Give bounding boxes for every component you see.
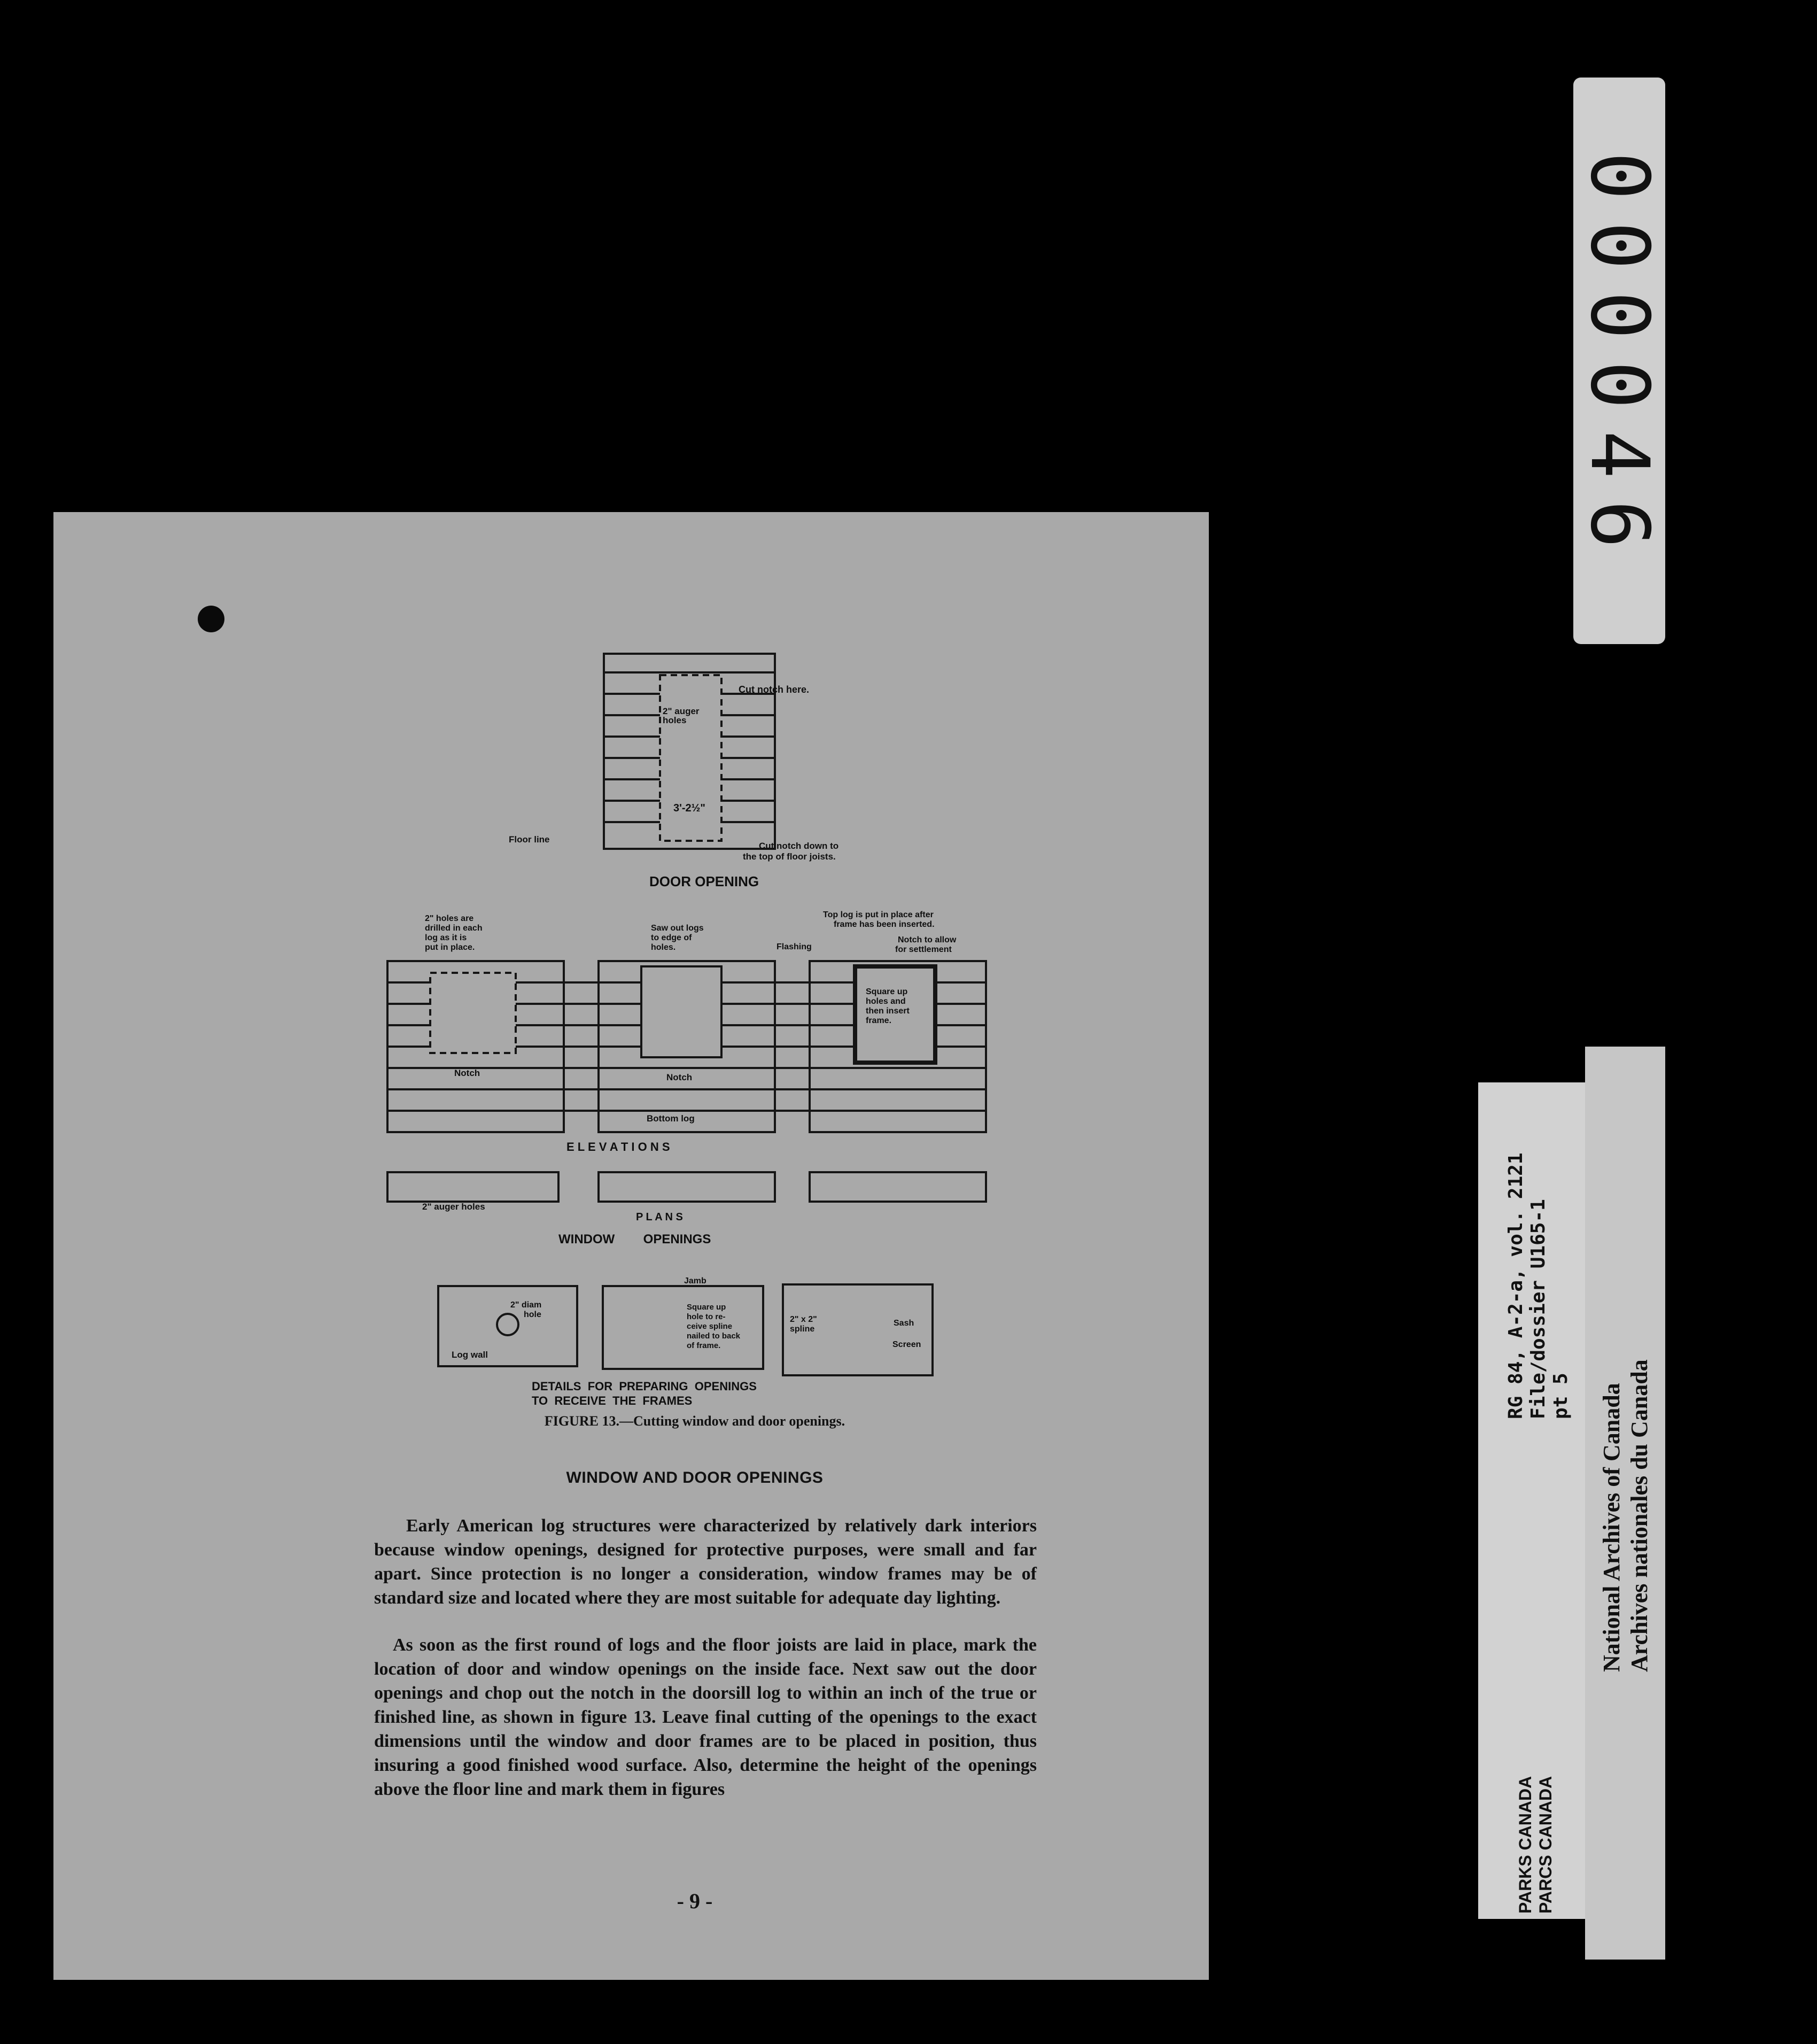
screen-label: Screen — [892, 1340, 921, 1349]
auger-holes-label-2: holes — [663, 715, 687, 725]
document-page — [53, 512, 1209, 1980]
reference-line-3: pt 5 — [1550, 1373, 1572, 1419]
floor-line-label: Floor line — [509, 834, 550, 845]
holes-note-line: put in place. — [425, 943, 475, 952]
holes-note-line: log as it is — [425, 933, 467, 942]
square-up-spline-line: hole to re- — [687, 1312, 726, 1321]
spline-line: 2" x 2" — [790, 1315, 817, 1324]
window-openings-label: WINDOW OPENINGS — [558, 1232, 711, 1246]
archives-label-tag — [1585, 1047, 1665, 1960]
door-opening-outline — [660, 675, 721, 841]
sash-label: Sash — [894, 1319, 914, 1328]
reference-line-1: RG 84, A-2-a, vol. 2121 — [1505, 1152, 1527, 1419]
cut-notch-down-label-1: Cut notch down to — [759, 841, 839, 851]
saw-note-line: to edge of — [651, 933, 692, 942]
notch-label-2: Notch — [666, 1072, 693, 1082]
details-title-2: TO RECEIVE THE FRAMES — [532, 1394, 693, 1407]
plan-1 — [387, 1172, 558, 1202]
flashing-label: Flashing — [777, 942, 812, 951]
log-wall-label: Log wall — [452, 1350, 488, 1360]
auger-holes-label-1: 2" auger — [663, 706, 700, 716]
holes-note-line: 2" holes are — [425, 914, 474, 923]
cut-notch-down-label-2: the top of floor joists. — [743, 851, 836, 862]
parks-canada-en: PARKS CANADA — [1516, 1776, 1535, 1914]
square-up-line: holes and — [866, 997, 906, 1006]
plan-auger-holes-label: 2" auger holes — [422, 1202, 485, 1212]
diam-hole-line: 2" diam — [510, 1300, 542, 1310]
saw-note-line: holes. — [651, 943, 676, 952]
archives-label-fr: Archives nationales du Canada — [1626, 1359, 1652, 1672]
paragraph-1: Early American log structures were characterized by relatively dark interiors because window openings, designed for protective purposes, were small and far apart. Since protection is no longer a consideration, window frames may be of standard size and located where they are most suitable for adequate day lighting. — [374, 1516, 1037, 1608]
square-up-spline-line: ceive spline — [687, 1322, 733, 1331]
notch-label-1: Notch — [454, 1068, 480, 1078]
elevations-label: E L E V A T I O N S — [566, 1140, 670, 1153]
parks-canada-fr: PARCS CANADA — [1536, 1776, 1555, 1914]
archive-reference-tag — [1478, 1082, 1585, 1919]
jamb-label: Jamb — [684, 1276, 706, 1286]
saw-note-line: Saw out logs — [651, 924, 704, 933]
notch-allow-line: Notch to allow — [898, 935, 957, 944]
plan-3 — [810, 1172, 986, 1202]
top-log-note-line: Top log is put in place after — [823, 910, 934, 919]
square-up-line: frame. — [866, 1016, 892, 1025]
page-number: - 9 - — [677, 1889, 713, 1913]
plan-2 — [599, 1172, 775, 1202]
details-title-1: DETAILS FOR PREPARING OPENINGS — [532, 1380, 757, 1393]
holes-note-line: drilled in each — [425, 924, 483, 933]
archives-label-en: National Archives of Canada — [1598, 1383, 1625, 1672]
square-up-line: Square up — [866, 987, 908, 996]
notch-allow-line: for settlement — [895, 945, 952, 954]
door-opening-title: DOOR OPENING — [649, 873, 759, 889]
square-up-spline-line: of frame. — [687, 1341, 721, 1350]
spline-line: spline — [790, 1325, 815, 1334]
square-up-line: then insert — [866, 1006, 910, 1016]
plans-label: P L A N S — [636, 1211, 683, 1223]
paragraph-2: As soon as the first round of logs and the floor joists are laid in place, mark the location of door and window openings on the inside face. Next saw out the door openings and chop out the notch in the doorsill log to within an inch of the true or finished line, as shown in figure 13. Leave final cutting of the openings to the exact dimensions until the window and door frames are to be placed in position, thus insuring a good finished wood surface. Also, determine the height of the openings above the floor line and mark them in figures — [374, 1635, 1037, 1799]
figure-caption: FIGURE 13.—Cutting window and door openings. — [544, 1413, 845, 1429]
section-heading: WINDOW AND DOOR OPENINGS — [566, 1469, 824, 1486]
reference-line-2: File/dossier U165-1 — [1527, 1199, 1549, 1419]
frame-number-stamp — [1573, 78, 1665, 644]
square-up-spline-line: nailed to back — [687, 1331, 741, 1341]
cut-notch-here-label: Cut notch here. — [739, 684, 810, 695]
square-up-spline-line: Square up — [687, 1303, 726, 1312]
stamp-number: 000046 — [1573, 152, 1666, 570]
diam-hole-line: hole — [524, 1310, 541, 1319]
top-log-note-line: frame has been inserted. — [834, 920, 935, 929]
detail-2 — [603, 1286, 763, 1369]
bottom-log-label: Bottom log — [647, 1113, 695, 1124]
door-width-label: 3'-2½" — [673, 802, 705, 814]
